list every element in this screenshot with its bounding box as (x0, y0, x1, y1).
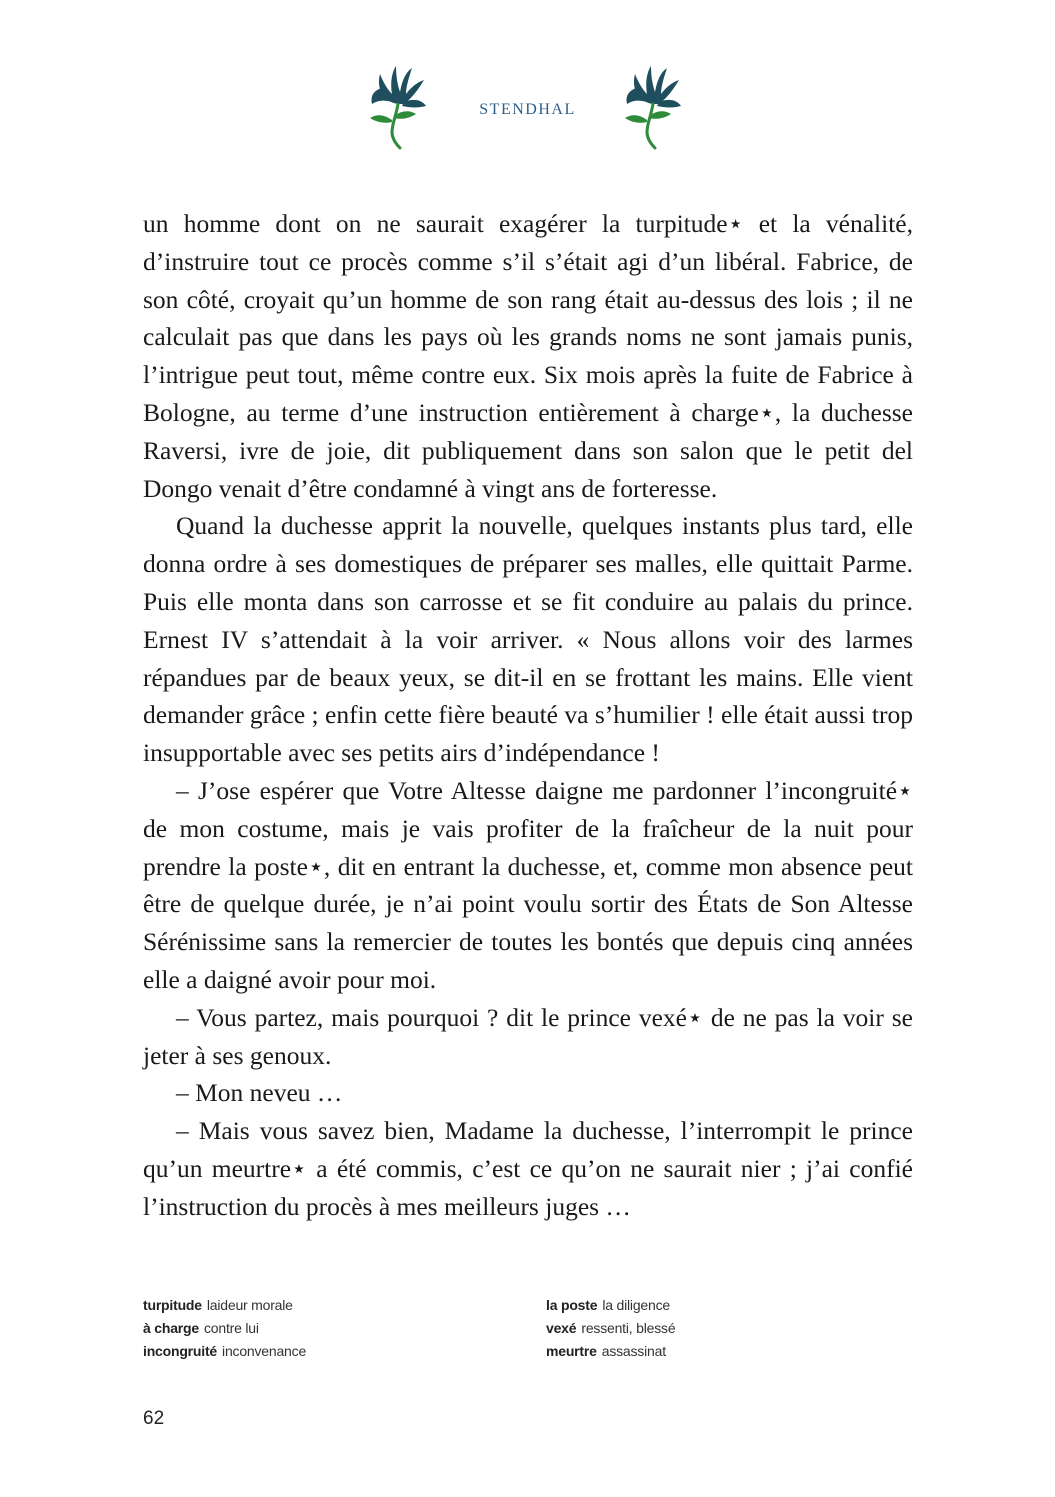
glossary-term: à charge (143, 1320, 199, 1336)
paragraph: Quand la duchesse apprit la nouvelle, quelques instants plus tard, elle donna ordre à ses domestiques de préparer ses malles, elle quittait Parme. Puis elle monta dans son carrosse et se fit conduire au palais du prince. Ernest IV s’attendait à la voir arriver. « Nous allons voir des larmes répandues par de beaux yeux, se dit-il en se frottant les mains. Elle vient demander grâce ; enfin cette fière beauté va s’humilier ! elle était aussi trop insupportable avec ses petits airs d’indépendance ! (143, 511, 913, 768)
glossary-term: la poste (546, 1297, 598, 1313)
paragraph: – J’ose espérer que Votre Altesse daigne me pardonner l’incongruité⋆ de mon costume, mais je vais profiter de la fraîcheur de la nuit pour prendre la poste⋆, dit en entrant la duchesse, et, comme mon absence peut être de quelque durée, je n’ai point voulu sortir des États de Son Altesse Sérénissime sans la remercier de toutes les bontés que depuis cinq années elle a daigné avoir pour moi. (143, 775, 913, 994)
glossary-item (143, 1317, 306, 1340)
paragraph: – Vous partez, mais pourquoi ? dit le prince vexé⋆ de ne pas la voir se jeter à ses genoux. (143, 1002, 913, 1070)
glossary-term: turpitude (143, 1297, 202, 1313)
glossary-definition: laideur morale (206, 1297, 293, 1313)
glossary-item (546, 1294, 675, 1317)
glossary-item (143, 1294, 306, 1317)
glossary-item (546, 1317, 675, 1340)
body-text (143, 205, 913, 1226)
glossary-term: meurtre (546, 1343, 597, 1359)
running-head: STENDHAL (479, 101, 576, 118)
glossary-definition: contre lui (204, 1320, 259, 1336)
glossary-column-right (546, 1294, 675, 1363)
glossary-definition: la diligence (602, 1297, 670, 1313)
paragraph: – Mais vous savez bien, Madame la duchesse, l’interrompit le prince qu’un meurtre⋆ a été commis, c’est ce qu’on ne saurait nier ; j’ai confié l’instruction du procès à mes meilleurs juges … (143, 1116, 913, 1221)
glossary-definition: inconvenance (222, 1343, 307, 1359)
flower-icon (362, 60, 434, 155)
glossary-definition: ressenti, blessé (581, 1320, 676, 1336)
paragraph: – Mon neveu … (176, 1078, 343, 1108)
glossary-definition: assassinat (601, 1343, 666, 1359)
glossary-column-left (143, 1294, 306, 1363)
glossary-item (546, 1340, 675, 1363)
page-header (0, 60, 1055, 155)
glossary-term: vexé (546, 1320, 577, 1336)
glossary-term: incongruité (143, 1343, 218, 1359)
flower-icon (617, 60, 689, 155)
paragraph: un homme dont on ne saurait exagérer la turpitude⋆ et la vénalité, d’instruire tout ce procès comme s’il s’était agi d’un libéral. Fabrice, de son côté, croyait qu’un homme de son rang était au-dessus des lois ; il ne calculait pas que dans les pays où les grands noms ne sont jamais punis, l’intrigue peut tout, même contre eux. Six mois après la fuite de Fabrice à Bologne, au terme d’une instruction entièrement à charge⋆, la duchesse Raversi, ivre de joie, dit publiquement dans son salon que le petit del Dongo venait d’être condamné à vingt ans de forteresse. (143, 209, 913, 503)
page-number: 62 (143, 1408, 165, 1429)
glossary-item (143, 1340, 306, 1363)
